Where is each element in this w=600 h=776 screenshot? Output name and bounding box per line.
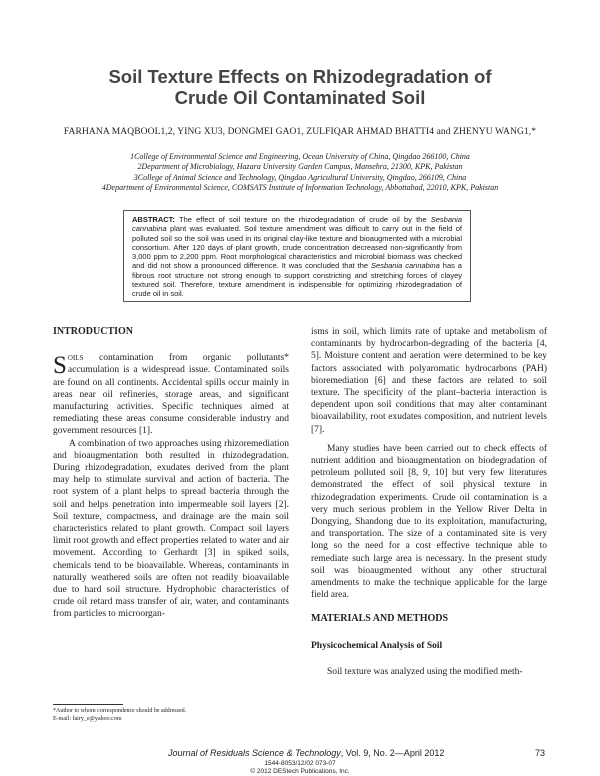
affiliation-1: 1College of Environmental Science and Engineering, Ocean University of China, Qingdao 266100, China [130,152,470,161]
title-line-2: Crude Oil Contaminated Soil [174,87,426,108]
intro-text-1: contamination from organic pollutants* accumulation is a widespread issue. Contaminated soils are found on all continents. Accidental spills occur mainly in areas near oil refineries, storage areas, and significant manufacturing activities. Specific techniques aimed at remediating these areas consume considerable industry and government resources [1]. [53,353,289,437]
left-column [53,326,289,621]
affiliation-4: 4Department of Environmental Science, COMSATS Institute of Information Technology, Abbottabad, 22010, KPK, Pakistan [101,183,499,193]
abstract-text-1: The effect of soil texture on the rhizodegradation of crude oil by the [174,215,431,224]
issn-line: 1544-8053/12/02 073-07 [264,760,336,767]
intro-paragraph-2: A combination of two approaches using rhizoremediation and bioaugmentation both resulted in rhizodegradation. During rhizodegradation, exudates derived from the plant may help to stimulate survival and action of bacteria. The root system of a plant helps to spread bacteria through the soil and helps penetration into impermeable soil layers [2]. Soil texture, compactness, and drainage are the main soil characteristics related to plant growth. Compact soil layers limit root growth and effect properties related to water and air movement. According to Gerhardt [3] in spiked soils, chemicals tend to be bioavailable. Whereas, contaminants in naturally weathered soils are often not readily bioavailable due to hard soil structure. Hydrophobic characteristics of crude oil retard mass transfer of air, water, and contaminants from particles to microorgan- [53,438,289,620]
methods-heading: MATERIALS AND METHODS [311,613,449,625]
introduction-heading: INTRODUCTION [53,326,134,337]
intro-paragraph-4: Many studies have been carried out to check effects of nutrient addition and bioaugmentation on biodegradation of petroleum polluted soil [8, 9, 10] but very few literatures demonstrated the effect of soil physical texture in rhizodegradation experiments. Crude oil contamination is a very much serious problem in the Yellow River Delta in Dongying, Shandong due to its exploitation, manufacturing, and transportation. The size of a contaminated site is very long so the need for a cost effective technique able to remediate such large area is necessary. In the present study soil was bioaugmented without any other structural amendments to make the technique applicable for the large field area. [311,443,547,601]
abstract-plant-2: Sesbania cannabina [371,261,440,271]
methods-paragraph-1: Soil texture was analyzed using the modified meth- [327,666,523,677]
abstract-text-2: plant was evaluated. Soil texture amendment was difficult to carry out in the field of polluted soil so the soil was used in its original clay-like texture and bioaugmented with a microbial consortium. After 120 days of plant growth, crude concentration decreased non-significantly from 3,000 ppm to 2,200 ppm. Root morphological characteristics and microbial biomass was checked and did not show a pronounced difference. It was concluded that the [132,224,462,271]
right-column [311,326,547,678]
journal-issue: , Vol. 9, No. 2—April 2012 [340,748,445,758]
intro-paragraph-1 [53,352,289,437]
journal-citation [168,748,444,758]
affiliation-2: 2Department of Microbiology, Hazara University Garden Campus, Mansehra, 21300, KPK, Pakistan [137,162,463,172]
physicochemical-subheading: Physicochemical Analysis of Soil [311,640,443,651]
page-number: 73 [535,748,546,758]
footnote [53,707,289,723]
title-line-1: Soil Texture Effects on Rhizodegradation of [108,66,492,87]
copyright-block [0,760,600,776]
footnote-email: E-mail: fairy_e@yahoo.com [53,716,122,722]
intro-smallcaps: oils [67,353,84,364]
footnote-correspondence: *Author to whom correspondence should be addressed. [53,708,187,714]
abstract-text-3: has a fibrous root structure not strong enough to support constricting and stretching forces of clayey textured soil. Therefore, texture amendment is indispensible for optimizing rhizodegradation of crude oil in soil. [132,261,462,299]
footnote-rule [53,704,123,705]
drop-cap: S [53,352,67,380]
copyright-line: © 2012 DEStech Publications, Inc. [250,768,350,775]
author-list: FARHANA MAQBOOL1,2, YING XU3, DONGMEI GAO1, ZULFIQAR AHMAD BHATTI4 and ZHENYU WANG1,* [63,127,537,137]
abstract-label: ABSTRACT: [132,215,175,224]
intro-paragraph-3: isms in soil, which limits rate of uptake and metabolism of contaminants by hydrocarbon-degrading of the bacteria [4, 5]. Moisture content and aeration were determined to be key factors associated with polyaromatic hydrocarbons (PAH) bioremediation [6] and these factors are related to soil texture. The specificity of the plant–bacteria interaction is dependent upon soil conditions that may alter contaminant bioavailability, root exudates composition, and nutrient levels [7]. [311,327,547,435]
abstract-plant-1: Sesbania cannabina [132,215,462,234]
paper-title [0,66,600,108]
affiliation-3: 3College of Animal Science and Technology, Qingdao Agricultural University, Qingdao, 266109, China [133,172,467,182]
abstract-box [123,210,471,302]
affiliations [0,152,600,194]
journal-name: Journal of Residuals Science & Technology [168,748,341,758]
